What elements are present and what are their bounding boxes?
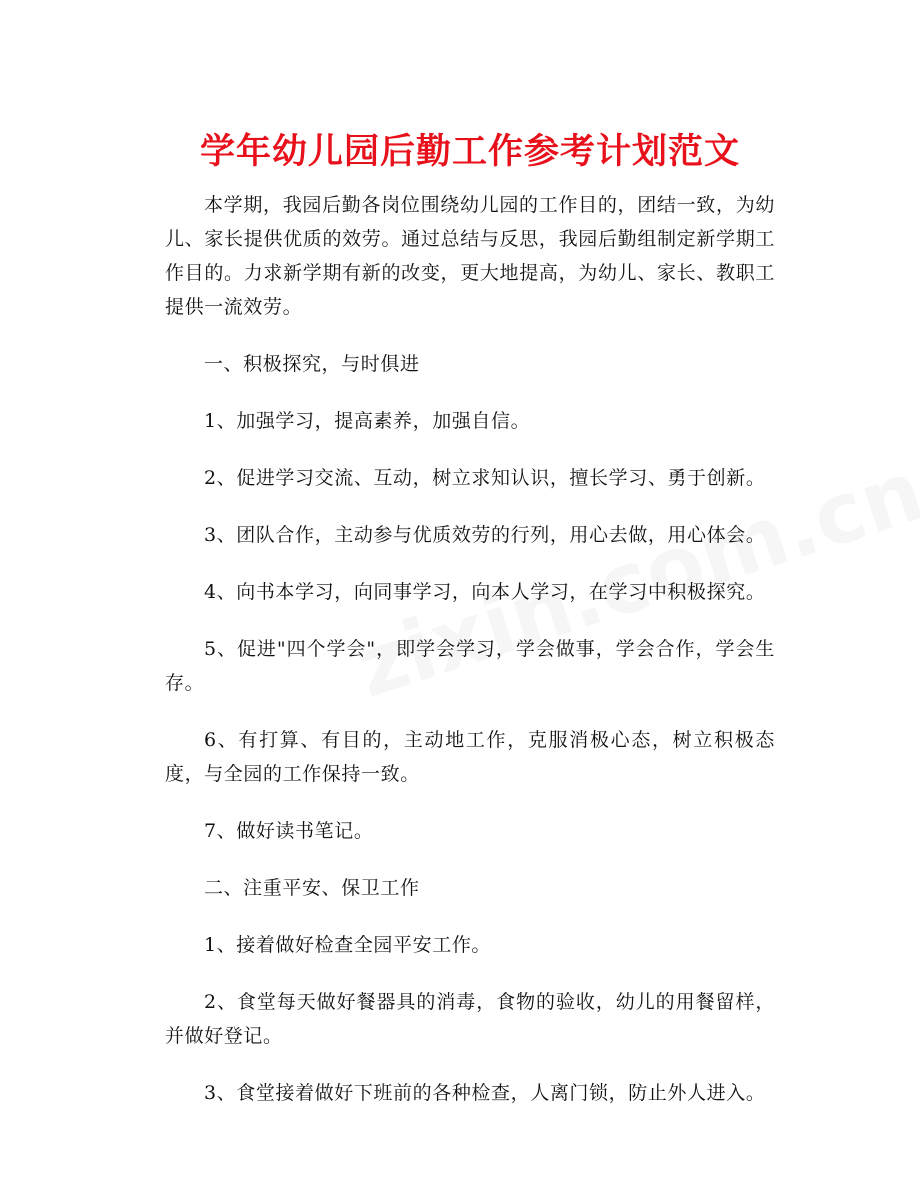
list-item: 2、食堂每天做好餐器具的消毒，食物的验收，幼儿的用餐留样，并做好登记。 xyxy=(165,991,775,1047)
list-item: 5、促进"四个学会"，即学会学习，学会做事，学会合作，学会生存。 xyxy=(165,638,775,694)
list-item: 4、向书本学习，向同事学习，向本人学习，在学习中积极探究。 xyxy=(203,581,766,603)
list-item: 3、食堂接着做好下班前的各种检查，人离门锁，防止外人进入。 xyxy=(203,1082,766,1104)
list-item: 1、加强学习，提高素养，加强自信。 xyxy=(203,410,531,432)
section-heading-2: 二、注重平安、保卫工作 xyxy=(203,877,420,899)
list-item: 2、促进学习交流、互动，树立求知认识，擅长学习、勇于创新。 xyxy=(203,467,766,489)
section-heading-1: 一、积极探究，与时俱进 xyxy=(203,353,420,375)
list-item: 7、做好读书笔记。 xyxy=(203,820,374,842)
intro-paragraph: 本学期，我园后勤各岗位围绕幼儿园的工作目的，团结一致，为幼儿、家长提供优质的效劳。通过总结与反思，我园后勤组制定新学期工作目的。力求新学期有新的改变，更大地提高，为幼儿、家长、教职工提供一流效劳。 xyxy=(165,194,775,318)
document-title: 学年幼儿园后勤工作参考计划范文 xyxy=(199,131,740,172)
list-item: 3、团队合作，主动参与优质效劳的行列，用心去做，用心体会。 xyxy=(203,524,766,546)
list-item: 6、有打算、有目的，主动地工作，克服消极心态，树立积极态度，与全园的工作保持一致。 xyxy=(165,729,775,785)
list-item: 1、接着做好检查全园平安工作。 xyxy=(203,934,492,956)
